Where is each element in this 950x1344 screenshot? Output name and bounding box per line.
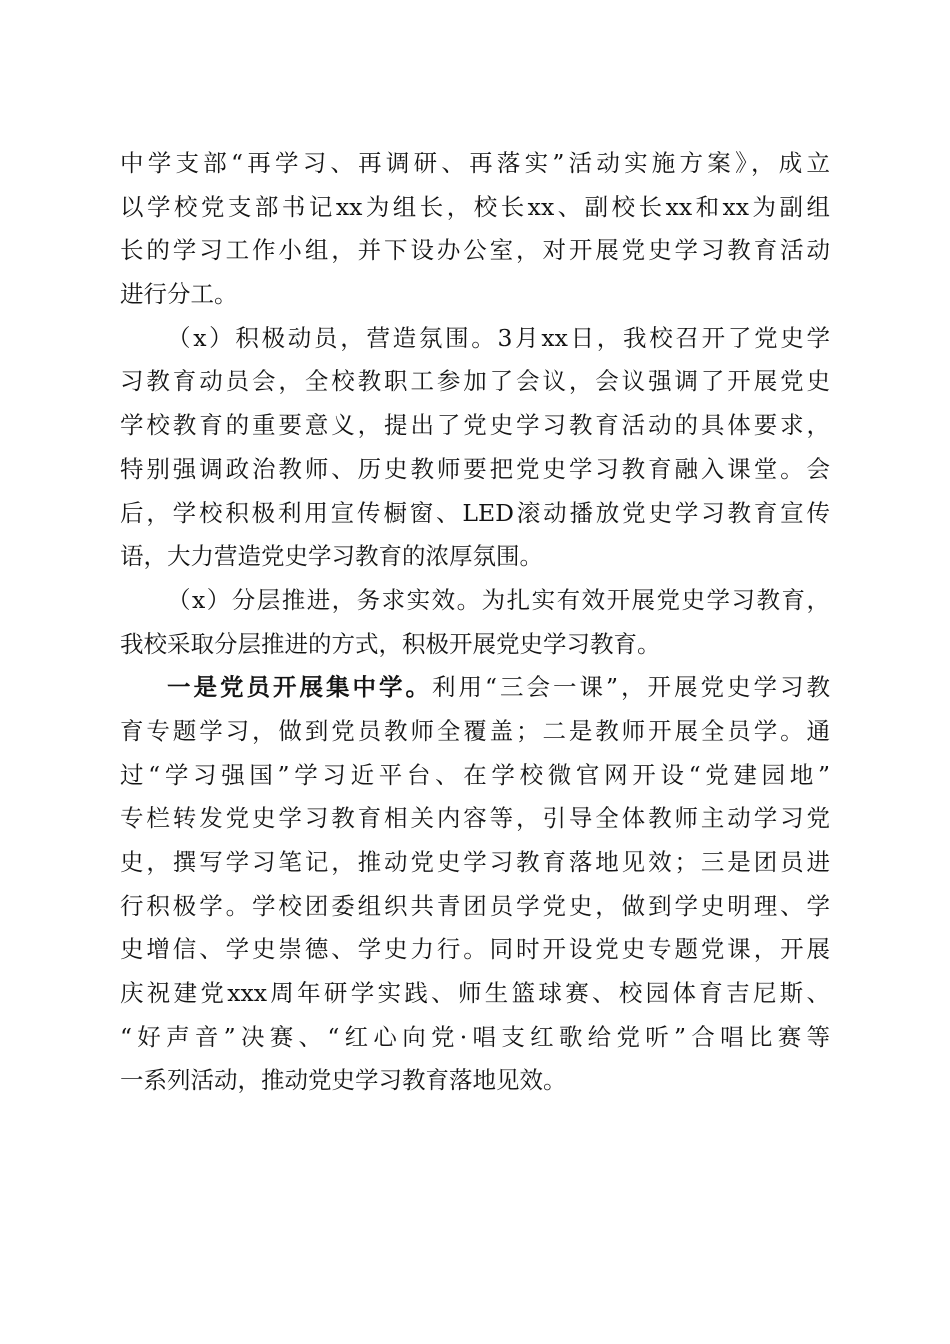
- text-line: （x）积极动员，营造氛围。3月xx日，我校召开了党史学: [167, 323, 830, 352]
- text-line: “好声音”决赛、“红心向党·唱支红歌给党听”合唱比赛等: [120, 1022, 830, 1051]
- text-line: 中学支部“再学习、再调研、再落实”活动实施方案》，成立: [120, 149, 830, 177]
- text-line: 育专题学习，做到党员教师全覆盖；二是教师开展全员学。通: [120, 716, 830, 745]
- text-line: 行积极学。学校团委组织共青团员学党史，做到学史明理、学: [120, 891, 830, 920]
- text-line: 史，撰写学习笔记，推动党史学习教育落地见效；三是团员进: [120, 848, 830, 876]
- text-line: 以学校党支部书记xx为组长，校长xx、副校长xx和xx为副组: [120, 192, 830, 221]
- text-line: 一系列活动，推动党史学习教育落地见效。: [120, 1066, 567, 1095]
- bold-heading: 一是党员开展集中学。: [167, 673, 432, 702]
- text-line: 学校教育的重要意义，提出了党史学习教育活动的具体要求，: [120, 411, 830, 440]
- text-line-mixed: [120, 666, 830, 710]
- text-line: 进行分工。: [120, 280, 238, 309]
- text-line: 特别强调政治教师、历史教师要把党史学习教育融入课堂。会: [120, 454, 830, 483]
- text-line: 庆祝建党xxx周年研学实践、师生篮球赛、校园体育吉尼斯、: [120, 979, 830, 1008]
- text-line: 长的学习工作小组，并下设办公室，对开展党史学习教育活动: [120, 236, 830, 265]
- text-line: 专栏转发党史学习教育相关内容等，引导全体教师主动学习党: [120, 804, 830, 833]
- text-line: 史增信、学史崇德、学史力行。同时开设党史专题党课，开展: [120, 935, 830, 964]
- text-run: 利用“三会一课”，开展党史学习教: [432, 673, 830, 702]
- text-line: （x）分层推进，务求实效。为扎实有效开展党史学习教育，: [167, 585, 830, 614]
- text-line: 后，学校积极利用宣传橱窗、LED滚动播放党史学习教育宣传: [120, 498, 830, 527]
- text-line: 过“学习强国”学习近平台、在学校微官网开设“党建园地”: [120, 760, 830, 789]
- text-line: 语，大力营造党史学习教育的浓厚氛围。: [120, 542, 543, 571]
- text-line: 习教育动员会，全校教职工参加了会议，会议强调了开展党史: [120, 367, 830, 396]
- body-text: [120, 142, 830, 1103]
- text-line: 我校采取分层推进的方式，积极开展党史学习教育。: [120, 629, 661, 658]
